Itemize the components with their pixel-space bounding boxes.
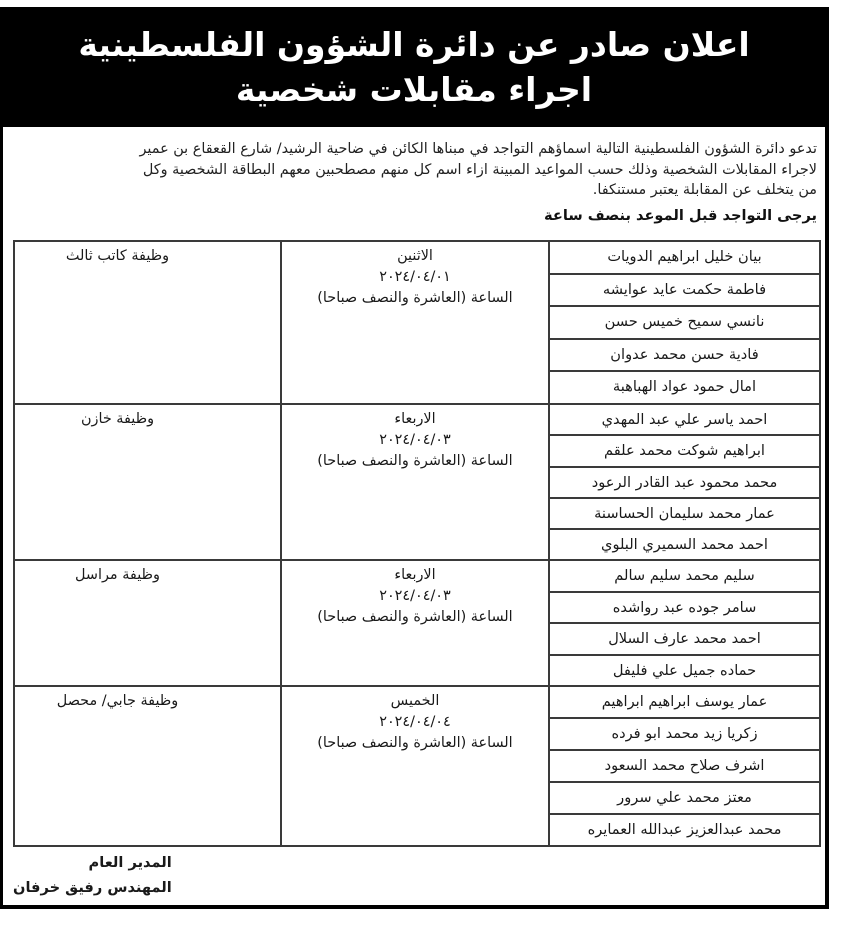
candidate-name: احمد ياسر علي عبد المهدي — [549, 404, 820, 435]
job-title-cell — [14, 241, 281, 404]
job-title: وظيفة خازن — [80, 410, 155, 427]
table-row — [14, 686, 820, 718]
job-title-cell — [14, 560, 281, 686]
table-row — [14, 560, 820, 591]
job-title: وظيفة مراسل — [75, 567, 160, 584]
candidate-name: محمد محمود عبد القادر الرعود — [549, 467, 820, 498]
table-row — [14, 241, 820, 274]
candidate-name: فادية حسن محمد عدوان — [549, 339, 820, 372]
signature-name: المهندس رفيق خرفان — [13, 879, 172, 896]
candidate-name: بيان خليل ابراهيم الدويات — [549, 241, 820, 274]
interview-date: ٢٠٢٤/٠٤/٠١ — [379, 269, 451, 285]
job-title: وظيفة كاتب ثالث — [65, 248, 170, 264]
candidate-name: زكريا زيد محمد ابو فرده — [549, 718, 820, 750]
candidate-name: فاطمة حكمت عايد عوايشه — [549, 274, 820, 307]
interview-date: ٢٠٢٤/٠٤/٠٣ — [379, 588, 451, 605]
interview-time: الساعة (العاشرة والنصف صباحا) — [317, 609, 513, 626]
interview-date: ٢٠٢٤/٠٤/٠٣ — [379, 431, 451, 448]
interview-schedule-table — [13, 240, 821, 847]
interview-datetime-cell — [281, 686, 549, 846]
arrival-note: يرجى التواجد قبل الموعد بنصف ساعة — [544, 206, 817, 224]
header-subtitle: اجراء مقابلات شخصية — [235, 70, 593, 109]
job-title: وظيفة جابي/ محصل — [56, 693, 179, 710]
candidate-name: احمد محمد السميري البلوي — [549, 529, 820, 560]
interview-date: ٢٠٢٤/٠٤/٠٤ — [379, 714, 451, 731]
table-row — [14, 404, 820, 435]
interview-datetime-cell — [281, 241, 549, 404]
candidate-name: ابراهيم شوكت محمد علقم — [549, 435, 820, 466]
candidate-name: امال حمود عواد الهباهبة — [549, 371, 820, 404]
interview-day: الاثنين — [397, 248, 433, 264]
intro-line: تدعو دائرة الشؤون الفلسطينية التالية اسماؤهم التواجد في مبناها الكائن في ضاحية الرشيد/ شارع القعقاع بن عمير — [139, 141, 817, 157]
intro-paragraph — [9, 139, 817, 226]
interview-datetime-cell — [281, 404, 549, 560]
candidate-name: احمد محمد عارف السلال — [549, 623, 820, 654]
interview-datetime-cell — [281, 560, 549, 686]
announcement-header — [3, 7, 825, 127]
interview-day: الخميس — [390, 693, 440, 710]
interview-time: الساعة (العاشرة والنصف صباحا) — [317, 735, 513, 752]
candidate-name: سليم محمد سليم سالم — [549, 560, 820, 591]
candidate-name: عمار يوسف ابراهيم ابراهيم — [549, 686, 820, 718]
candidate-name: سامر جوده عبد رواشده — [549, 592, 820, 623]
header-title: اعلان صادر عن دائرة الشؤون الفلسطينية — [78, 25, 750, 64]
job-title-cell — [14, 686, 281, 846]
announcement-frame — [0, 7, 829, 909]
candidate-name: معتز محمد علي سرور — [549, 782, 820, 814]
candidate-name: محمد عبدالعزيز عبدالله العمايره — [549, 814, 820, 846]
intro-line: من يتخلف عن المقابلة يعتبر مستنكفا. — [592, 182, 817, 198]
candidate-name: نانسي سميح خميس حسن — [549, 306, 820, 339]
signature-block — [13, 850, 172, 900]
intro-line: لاجراء المقابلات الشخصية وذلك حسب المواعيد المبينة ازاء اسم كل منهم مصطحبين معهم البطاقة الشخصية وكل — [142, 161, 817, 178]
job-title-cell — [14, 404, 281, 560]
interview-time: الساعة (العاشرة والنصف صباحا) — [317, 290, 513, 306]
candidate-name: اشرف صلاح محمد السعود — [549, 750, 820, 782]
signature-title: المدير العام — [88, 854, 172, 871]
interview-time: الساعة (العاشرة والنصف صباحا) — [317, 452, 513, 469]
interview-day: الاربعاء — [394, 567, 436, 584]
candidate-name: عمار محمد سليمان الحساسنة — [549, 498, 820, 529]
candidate-name: حماده جميل علي فليفل — [549, 655, 820, 686]
interview-day: الاربعاء — [394, 410, 436, 427]
